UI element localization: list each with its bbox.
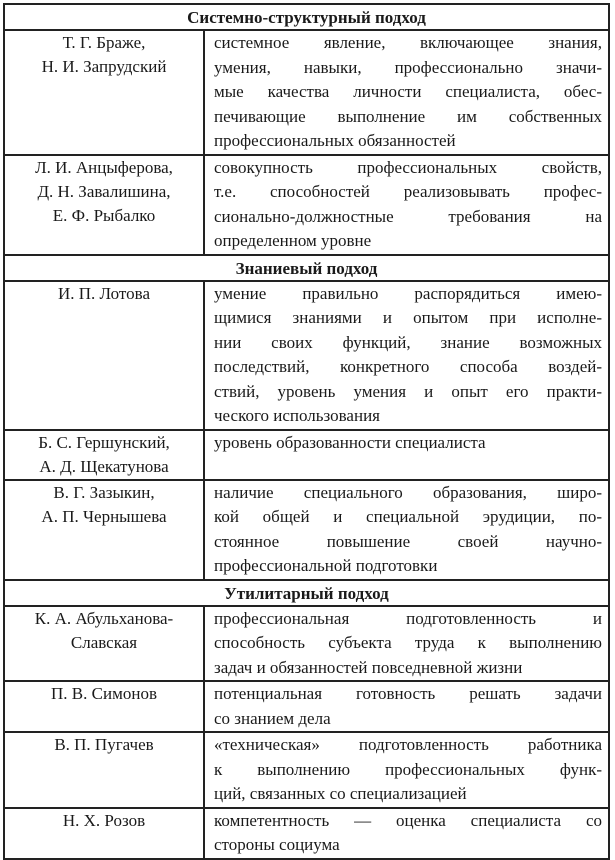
author-line: П. В. Симонов [51,684,157,703]
author-line: Б. С. Гершунский, [38,432,170,452]
definition-line: стороны социума [214,835,340,854]
author-cell [4,606,204,682]
section-header-row [4,4,609,30]
table-row [4,732,609,808]
definition-cell [204,606,609,682]
author-line: Л. И. Анцыферова, [35,157,173,177]
author-line: В. Г. Зазыкин, [53,482,155,502]
author-line: Т. Г. Браже, [62,33,146,52]
author-line: И. П. Лотова [58,283,150,303]
definition-line: нии своих функций, знание возможных [214,332,602,352]
definition-line: кой общей и специальной эрудиции, по- [214,507,602,526]
definition-cell [204,155,609,255]
definition-line: профессиональной подготовки [214,556,438,575]
section-header-row [4,255,609,281]
definition-line: уровень образованности специалиста [214,432,486,452]
section-title: Знаниевый подход [4,255,609,281]
author-cell [4,732,204,808]
author-cell [4,808,204,859]
author-cell [4,30,204,155]
definition-line: профессиональная подготовленность и [214,608,602,628]
definition-line: мые качества личности специалиста, обес- [214,82,602,101]
author-line: А. П. Чернышева [41,506,167,526]
definition-line: задач и обязанностей повседневной жизни [214,657,523,677]
definition-line: умение правильно распорядиться имею- [214,283,602,303]
competence-approaches-table [3,3,610,860]
definition-line: определенном уровне [214,231,372,250]
author-cell [4,480,204,580]
author-line: А. Д. Щекатунова [39,456,169,476]
definition-line: ствий, уровень умения и опыт его практи- [214,381,602,401]
definition-line: наличие специального образования, широ- [214,482,602,502]
definition-line: потенциальная готовность решать задачи [214,684,602,703]
definition-line: «техническая» подготовленность работника [214,735,602,754]
definition-cell [204,681,609,732]
definition-line: ций, связанных со специализацией [214,784,467,803]
author-line: Н. И. Запрудский [41,57,167,76]
author-line: Е. Ф. Рыбалко [52,205,156,225]
table-row [4,30,609,155]
definition-cell [204,430,609,480]
author-line: К. А. Абульханова- [34,608,174,628]
definition-line: к выполнению профессиональных функ- [214,759,602,779]
section-header-row [4,580,609,606]
definition-cell [204,30,609,155]
definition-line: компетентность — оценка специалиста со [214,810,602,830]
definition-line: т.е. способностей реализовывать профес- [214,182,602,201]
table-row [4,155,609,255]
definition-line: ческого использования [214,406,380,425]
author-cell [4,281,204,430]
author-line: Д. Н. Завалишина, [37,181,171,201]
author-line: В. П. Пугачев [54,735,154,754]
definition-line: щимися знаниями и опытом при исполне- [214,308,602,327]
definition-cell [204,281,609,430]
table-row [4,681,609,732]
table-body [4,4,609,859]
author-cell [4,155,204,255]
table-row [4,430,609,480]
table-row [4,281,609,430]
definition-cell [204,808,609,859]
definition-cell [204,480,609,580]
definition-line: последствий, конкретного способа воздей- [214,357,602,376]
section-title: Утилитарный подход [4,580,609,606]
table-row [4,808,609,859]
definition-line: системное явление, включающее знания, [214,33,602,52]
definition-line: профессиональных обязанностей [214,131,456,150]
definition-line: совокупность профессиональных свойств, [214,157,602,177]
definition-line: сионально-должностные требования на [214,206,602,226]
definition-line: печивающие выполнение им собственных [214,106,602,126]
author-line: Славская [70,632,138,652]
table-row [4,480,609,580]
definition-line: со знанием дела [214,708,331,728]
author-cell [4,681,204,732]
author-line: Н. Х. Розов [62,810,146,830]
table-row [4,606,609,682]
section-title: Системно-структурный подход [4,4,609,30]
definition-cell [204,732,609,808]
author-cell [4,430,204,480]
definition-line: умения, навыки, профессионально значи- [214,57,602,77]
definition-line: способность субъекта труда к выполнению [214,633,602,652]
definition-line: стоянное повышение своей научно- [214,531,602,551]
